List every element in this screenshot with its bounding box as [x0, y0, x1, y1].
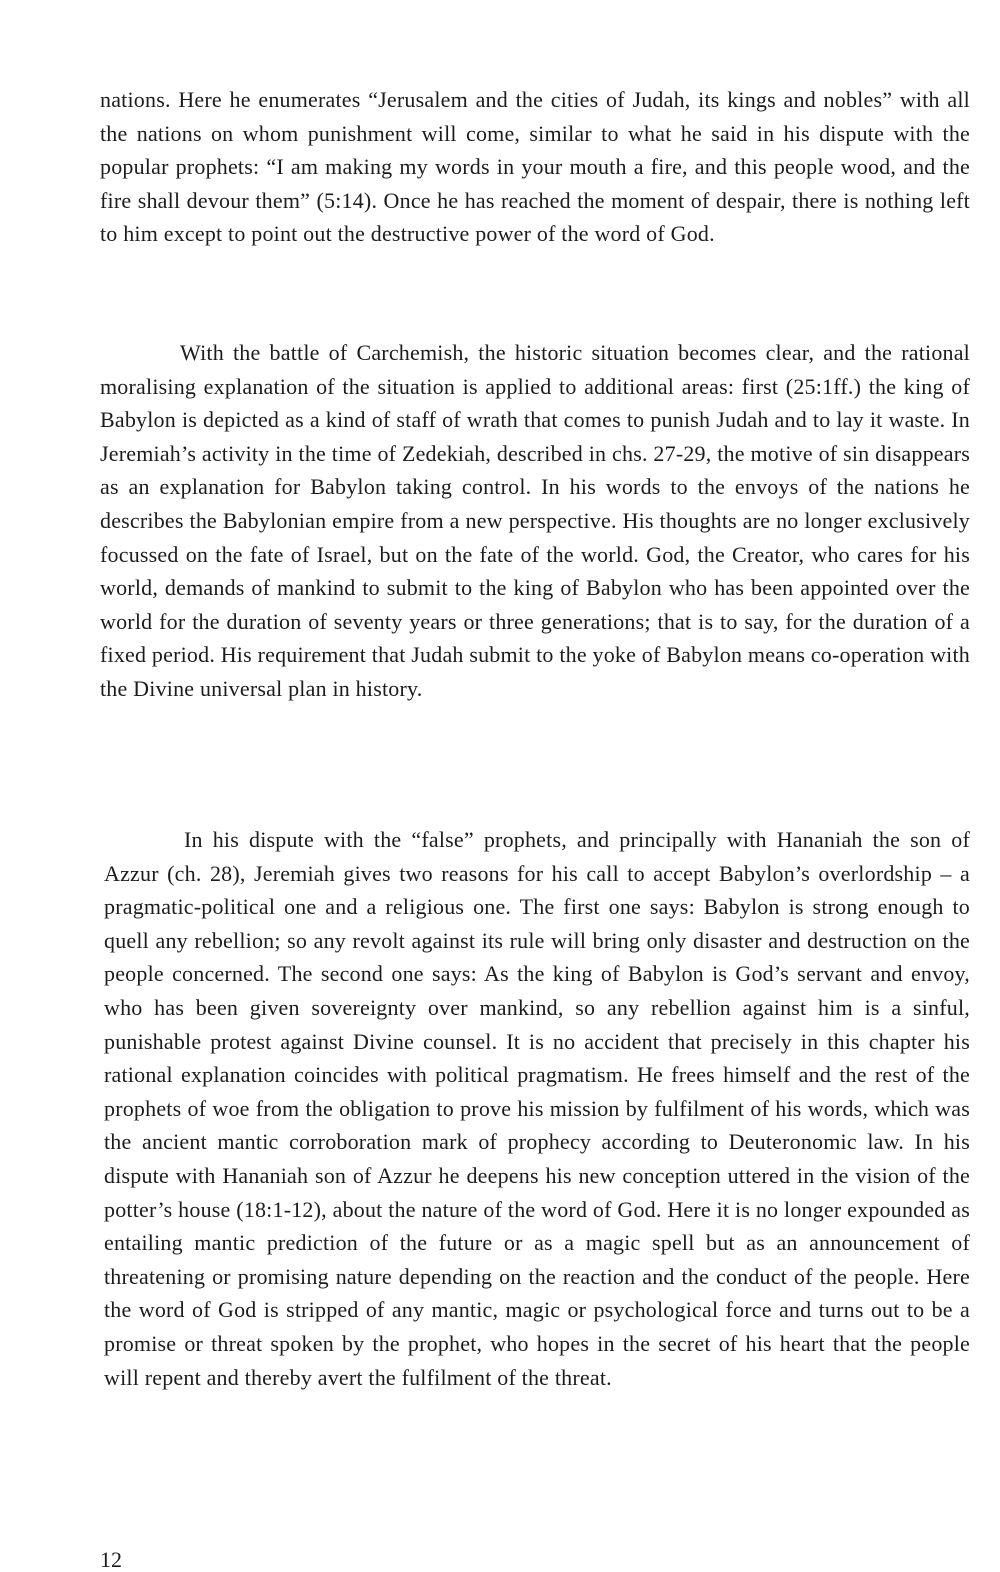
- body-paragraph-1: nations. Here he enumerates “Jerusalem and the cities of Judah, its kings and nobles” with all the nations on whom punishment will come, similar to what he said in his dispute with the popular prophets: “I am making my words in your mouth a fire, and this people wood, and the fire shall devour them” (5:14). Once he has reached the moment of despair, there is nothing left to him except to point out the destructive power of the word of God.: [100, 87, 970, 247]
- body-paragraph-2: With the battle of Carchemish, the historic situation becomes clear, and the rational moralising explanation of the situation is applied to additional areas: first (25:1ff.) the king of Babylon is depicted as a kind of staff of wrath that comes to punish Judah and to lay it waste. In Jeremiah’s activity in the time of Zedekiah, described in chs. 27-29, the motive of sin disappears as an explanation for Babylon taking control. In his words to the envoys of the nations he describes the Babylonian empire from a new perspective. His thoughts are no longer exclusively focussed on the fate of Israel, but on the fate of the world. God, the Creator, who cares for his world, demands of mankind to submit to the king of Babylon who has been appointed over the world for the duration of seventy years or three generations; that is to say, for the duration of a fixed period. His requirement that Judah submit to the yoke of Babylon means co-operation with the Divine universal plan in history.: [100, 340, 970, 701]
- body-paragraph-3: In his dispute with the “false” prophets, and principally with Hananiah the son of Azzur (ch. 28), Jeremiah gives two reasons for his call to accept Babylon’s overlordship – a pragmatic-political one and a religious one. The first one says: Babylon is strong enough to quell any rebellion; so any revolt against its rule will bring only disaster and destruction on the people concerned. The second one says: As the king of Babylon is God’s servant and envoy, who has been given sovereignty over mankind, so any rebellion against him is a sinful, punishable protest against Divine counsel. It is no accident that precisely in this chapter his rational explanation coincides with political pragmatism. He frees himself and the rest of the prophets of woe from the obligation to prove his mission by fulfilment of his words, which was the ancient mantic corroboration mark of prophecy according to Deuteronomic law. In his dispute with Hananiah son of Azzur he deepens his new conception uttered in the vision of the potter’s house (18:1-12), about the nature of the word of God. Here it is no longer expounded as entailing mantic prediction of the future or as a magic spell but as an announcement of threatening or promising nature depending on the reaction and the conduct of the people. Here the word of God is stripped of any mantic, magic or psychological force and turns out to be a promise or threat spoken by the prophet, who hopes in the secret of his heart that the people will repent and thereby avert the fulfilment of the threat.: [104, 827, 970, 1390]
- page-number: 12: [100, 1547, 122, 1572]
